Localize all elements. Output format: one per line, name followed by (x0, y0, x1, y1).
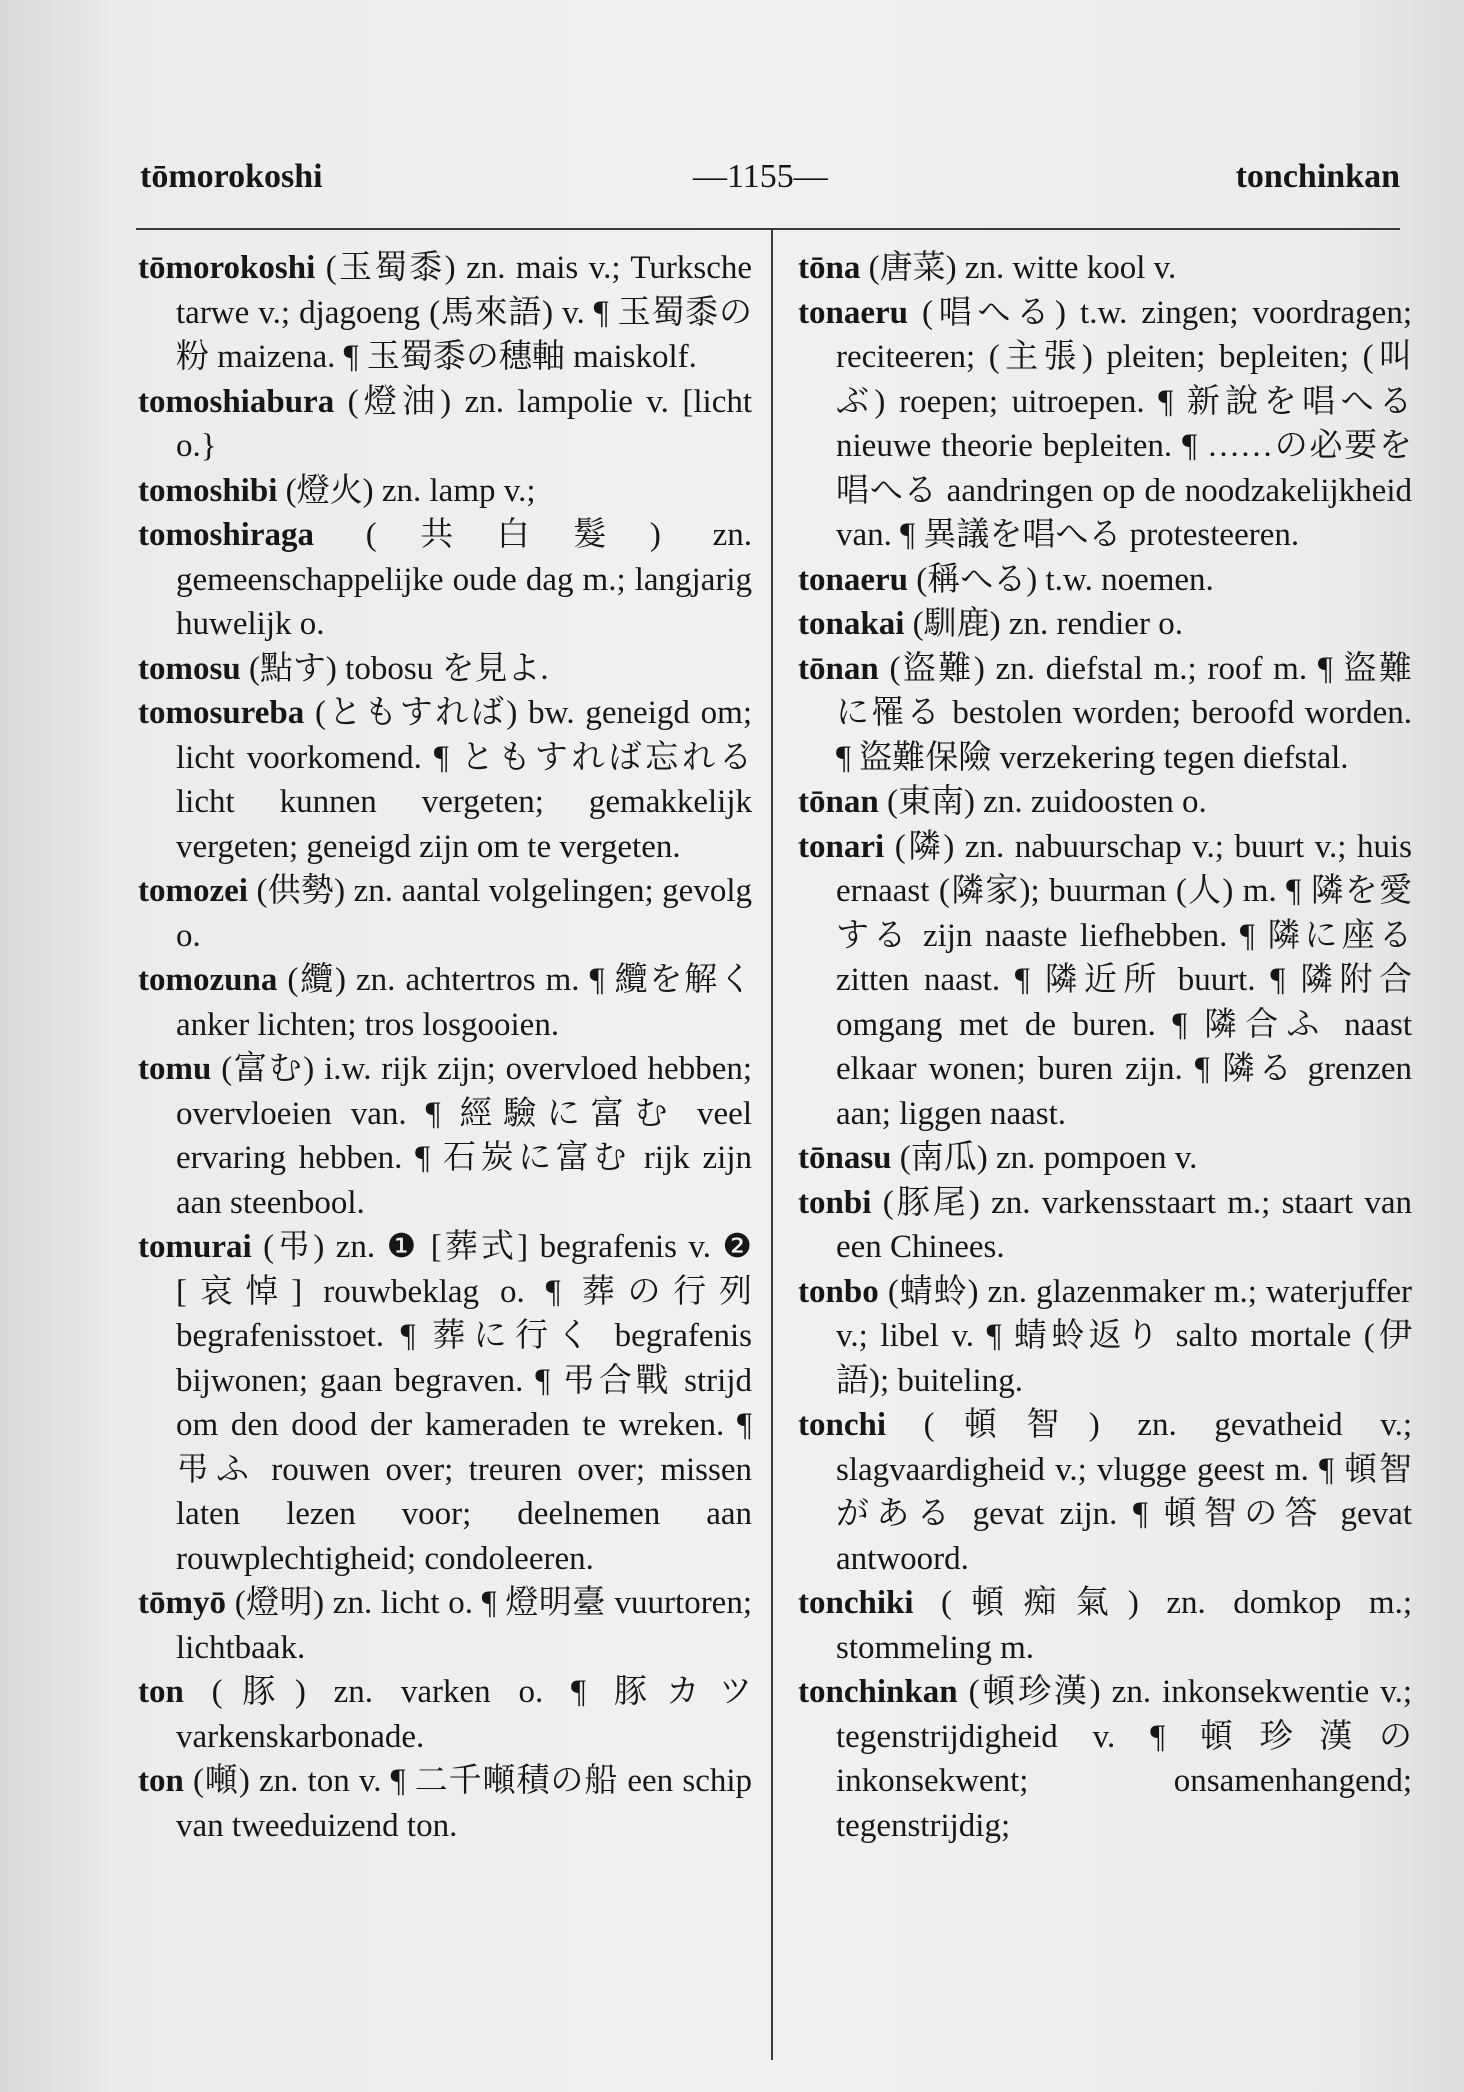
dictionary-entry (138, 1047, 752, 1225)
dictionary-entry (798, 1670, 1412, 1848)
entry-text: (東南) zn. zuidoosten o. (886, 784, 1207, 820)
entry-text: (供勢) zn. aantal volgelingen; gevolg o. (176, 873, 753, 954)
entry-headword: tomurai (138, 1229, 252, 1265)
dictionary-entry (798, 780, 1412, 825)
dictionary-entry (798, 1270, 1412, 1404)
entry-text: (點す) tobosu を見よ. (248, 650, 549, 687)
entry-headword: tōnan (798, 784, 879, 820)
entry-headword: tōna (798, 250, 861, 286)
entry-headword: tonaeru (798, 561, 908, 598)
entry-headword: tomoshiraga (138, 517, 314, 553)
entry-text: (噸) zn. ton v. ¶ 二千噸積の船 een schip van tweeduizend ton. (176, 1763, 753, 1844)
dictionary-entry (798, 558, 1412, 603)
entry-headword: tonbi (798, 1184, 872, 1221)
dictionary-entry (798, 246, 1412, 291)
entry-text: (馴鹿) zn. rendier o. (912, 606, 1183, 642)
entry-headword: tonakai (798, 606, 905, 642)
dictionary-entry (138, 469, 752, 514)
entry-text: (豚) zn. varken o. ¶ 豚カツ varkenskarbonade. (176, 1674, 752, 1755)
dictionary-entry (138, 1581, 752, 1670)
right-column (798, 246, 1412, 1848)
dictionary-entry (138, 647, 752, 692)
dictionary-entry (798, 1403, 1412, 1581)
entry-headword: tonbo (798, 1273, 879, 1310)
entry-text: (頓珍漢) zn. inkonsekwentie v.; tegenstrijdigheid v. ¶ 頓珍漢の inkonsekwent; onsamenhangend; tegenstrijdig; (836, 1674, 1413, 1844)
entry-text: (燈油) zn. lampolie v. [licht o.} (176, 383, 753, 464)
dictionary-entry (138, 246, 752, 380)
entry-text: (燈火) zn. lamp v.; (285, 472, 536, 509)
dictionary-entry (798, 1581, 1412, 1670)
dictionary-entry (798, 825, 1412, 1137)
entry-headword: tomozei (138, 873, 248, 909)
column-divider (771, 230, 773, 2060)
page-number: —1155— (693, 158, 828, 195)
dictionary-entry (798, 647, 1412, 781)
page-header (140, 158, 1400, 208)
entry-text: (豚尾) zn. varkensstaart m.; staart van een Chinees. (836, 1184, 1412, 1265)
entry-text: (頓智) zn. gevatheid v.; slagvaardigheid v.; vlugge geest m. ¶ 頓智がある gevat zijn. ¶ 頓智の答 gevat antwoord. (836, 1407, 1413, 1577)
entry-text: (盜難) zn. diefstal m.; roof m. ¶ 盜難に罹る bestolen worden; beroofd worden. ¶ 盜難保險 verzekering tegen diefstal. (836, 650, 1413, 776)
dictionary-entry (138, 380, 752, 469)
dictionary-entry (138, 513, 752, 647)
entry-headword: tomosu (138, 650, 241, 687)
left-column (138, 246, 752, 1848)
dictionary-entry (138, 691, 752, 869)
entry-headword: tonaeru (798, 294, 908, 331)
entry-text: (共白髮) zn. gemeenschappelijke oude dag m.; langjarig huwelijk o. (176, 517, 752, 642)
entry-headword: tōnasu (798, 1140, 892, 1176)
entry-headword: tomozuna (138, 962, 278, 998)
dictionary-entry (138, 1670, 752, 1759)
entry-text: (纜) zn. achtertros m. ¶ 纜を解く anker lichten; tros losgooien. (176, 962, 752, 1043)
entry-text: (蜻蛉) zn. glazenmaker m.; waterjuffer v.; libel v. ¶ 蜻蛉返り salto mortale (伊語); buiteling. (836, 1273, 1413, 1399)
entry-headword: tonchiki (798, 1585, 914, 1621)
entry-headword: tomosureba (138, 695, 305, 731)
entry-headword: tonchi (798, 1407, 887, 1443)
entry-headword: ton (138, 1674, 184, 1710)
entry-headword: tōmyō (138, 1585, 226, 1621)
entry-text: (ともすれば) bw. geneigd om; licht voorkomend. ¶ ともすれば忘れる licht kunnen vergeten; gemakkelijk vergeten; geneigd zijn om te vergeten. (176, 695, 753, 865)
header-rule (136, 228, 1400, 230)
entry-headword: tomoshiabura (138, 383, 335, 420)
dictionary-entry (138, 869, 752, 958)
entry-headword: tonari (798, 828, 885, 865)
entry-text: (燈明) zn. licht o. ¶ 燈明臺 vuurtoren; lichtbaak. (176, 1585, 752, 1666)
entry-text: (隣) zn. nabuurschap v.; buurt v.; huis ernaast (隣家); buurman (人) m. ¶ 隣を愛する zijn naaste liefhebben. ¶ 隣に座る zitten naast. ¶ 隣近所 buurt. ¶ 隣附合 omgang met de buren. ¶ 隣合ふ naast elkaar wonen; buren zijn. ¶ 隣る grenzen aan; liggen naast. (836, 828, 1413, 1132)
right-running-headword: tonchinkan (1235, 158, 1400, 195)
dictionary-entry (138, 958, 752, 1047)
dictionary-entry (798, 1181, 1412, 1270)
entry-text: (南瓜) zn. pompoen v. (899, 1140, 1198, 1176)
entry-headword: tonchinkan (798, 1674, 958, 1710)
dictionary-entry (138, 1759, 752, 1848)
entry-text: (唐菜) zn. witte kool v. (868, 250, 1177, 286)
entry-text: (弔) zn. ❶ [葬式] begrafenis v. ❷ [哀悼] rouwbeklag o. ¶ 葬の行列 begrafenisstoet. ¶ 葬に行く begrafenis bijwonen; gaan begraven. ¶ 弔合戰 strijd om den dood der kameraden te wreken. ¶ 弔ふ rouwen over; treuren over; missen laten lezen voor; deelnemen aan rouwplechtigheid; condoleeren. (176, 1229, 752, 1577)
entry-headword: tomu (138, 1051, 212, 1087)
entry-headword: tomoshibi (138, 472, 278, 509)
entry-headword: tōnan (798, 650, 879, 687)
entry-headword: ton (138, 1763, 184, 1799)
dictionary-entry (798, 291, 1412, 558)
entry-text: (稱へる) t.w. noemen. (916, 561, 1214, 598)
dictionary-entry (798, 602, 1412, 647)
entry-text: (唱へる) t.w. zingen; voordragen; reciteeren; (主張) pleiten; bepleiten; (叫ぶ) roepen; uitroepen. ¶ 新說を唱へる nieuwe theorie bepleiten. ¶ ……の必要を唱へる aandringen op de noodzakelijkheid van. ¶ 異議を唱へる protesteeren. (836, 294, 1412, 553)
entry-headword: tōmorokoshi (138, 250, 316, 286)
dictionary-entry (798, 1136, 1412, 1181)
entry-text: (玉蜀黍) zn. mais v.; Turksche tarwe v.; djagoeng (馬來語) v. ¶ 玉蜀黍の粉 maizena. ¶ 玉蜀黍の穗軸 maiskolf. (176, 250, 753, 375)
left-running-headword: tōmorokoshi (140, 158, 323, 195)
dictionary-entry (138, 1225, 752, 1581)
entry-text: (富む) i.w. rijk zijn; overvloed hebben; overvloeien van. ¶ 經驗に富む veel ervaring hebben. ¶ 石炭に富む rijk zijn aan steenbool. (176, 1051, 753, 1221)
entry-text: (頓痴氣) zn. domkop m.; stommeling m. (836, 1585, 1412, 1666)
